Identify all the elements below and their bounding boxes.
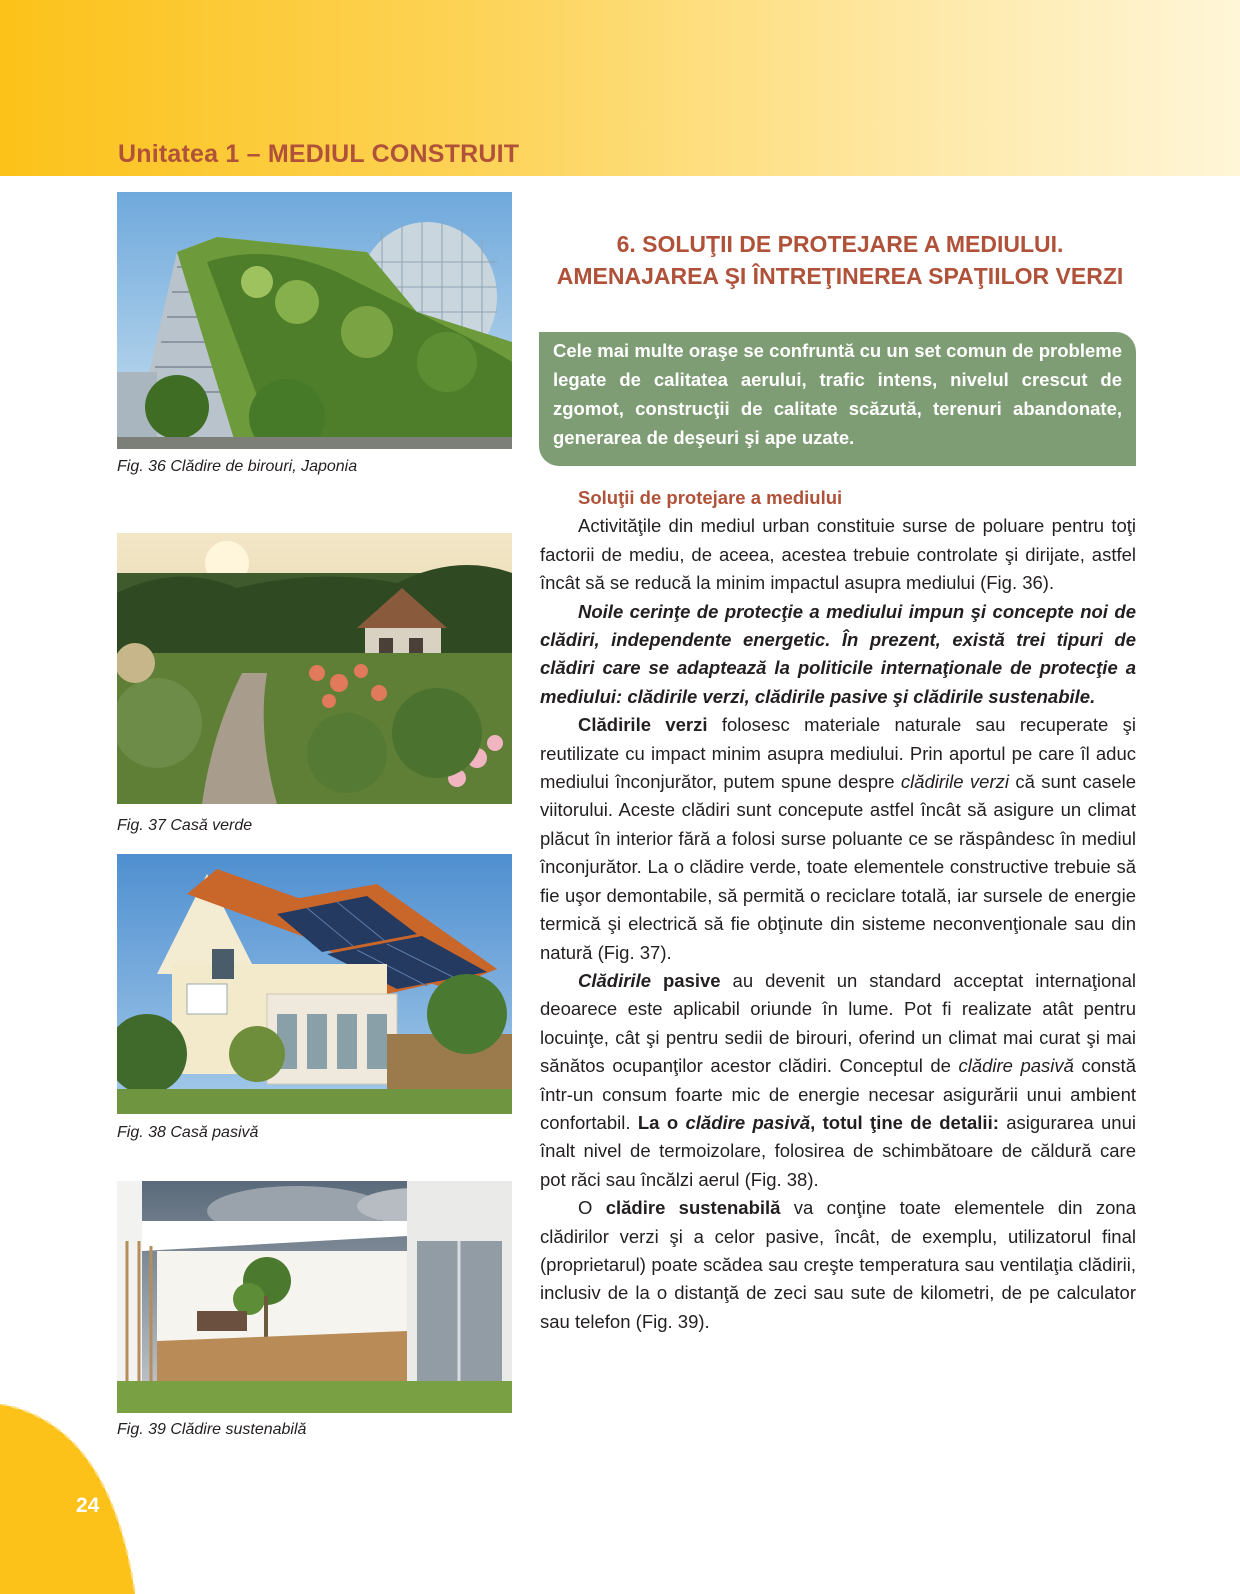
figure-36-image (117, 192, 512, 449)
paragraph-4-bold-italic: clădire pasivă (685, 1111, 811, 1133)
subheading: Soluţii de protejare a mediului (578, 487, 843, 508)
paragraph-5-text-b: va conţine toate elementele din zona clădirilor verzi şi a celor pasive, încât, de exemplu, utilizatorul final (proprietarul) poate scădea sau creşte temperatura sau ventilaţia clădirii, inclusiv de la o distanţă de zeci sau sute de kilometri, de pe calculator sau telefon (Fig. 39). (540, 1197, 1136, 1332)
page-number: 24 (76, 1494, 100, 1517)
intro-box: Cele mai multe oraşe se confruntă cu un set comun de probleme legate de calitatea aerului, trafic intens, nivelul crescut de zgomot, construcţii de calitate scăzută, terenuri abandonate, generarea de deşeuri şi ape uzate. (539, 332, 1136, 466)
paragraph-3-italic: clădirile verzi (900, 771, 1009, 793)
paragraph-5 (540, 1194, 1136, 1336)
paragraph-3-text-a: folosesc materiale naturale sau recuperate şi reutilizate cu impact minim asupra mediului. Prin aportul pe care îl aduc mediului înconjurător, putem spune despre (540, 714, 1137, 793)
term-sustainable-building: clădire sustenabilă (605, 1197, 781, 1219)
figure-39-caption: Fig. 39 Clădire sustenabilă (117, 1421, 307, 1438)
paragraph-4 (540, 967, 1136, 1194)
figure-37-image (117, 533, 512, 804)
paragraph-5-text-a: O (578, 1197, 606, 1219)
paragraph-3 (540, 711, 1136, 967)
paragraph-4-text-b: constă într-un consum foarte mic de energie necesar asigurării unui ambient confortabil. (540, 1055, 1136, 1133)
paragraph-4-text-c: asigurarea unui înalt nivel de termoizolare, folosirea de schimbătoare de căldură care pot răci sau încălzi aerul (Fig. 38). (540, 1111, 1136, 1190)
paragraph-4-text-a: au devenit un standard acceptat internaţional deoarece este aplicabil oriunde în lume. Pot fi realizate atât pentru locuinţe, cât şi pentru sedii de birouri, oferind un climat mai curat şi mai sănătos ocupanţilor acestor clădiri. Conceptul de (540, 969, 1136, 1077)
figure-37-caption: Fig. 37 Casă verde (117, 817, 253, 834)
paragraph-4-bold-2: , totul ţine de detalii: (810, 1111, 999, 1133)
section-title-line-1: 6. SOLUŢII DE PROTEJARE A MEDIULUI. (616, 231, 1064, 257)
paragraph-2: Noile cerinţe de protecţie a mediului impun şi concepte noi de clădiri, independente energetic. În prezent, există trei tipuri de clădiri care se adaptează la politicile internaţionale de protecţie a mediului: clădirile verzi, clădirile pasive şi clădirile sustenabile. (540, 600, 1136, 707)
term-passive-bold: pasive (651, 969, 721, 991)
section-title-line-2: AMENAJAREA ŞI ÎNTREŢINEREA SPAŢIILOR VERZI (556, 263, 1124, 289)
page-corner-decoration (0, 1404, 150, 1594)
figure-36-caption: Fig. 36 Clădire de birouri, Japonia (117, 458, 358, 475)
paragraph-4-bold-1: La o (637, 1111, 686, 1133)
paragraph-3-text-b: că sunt casele viitorului. Aceste clădiri sunt concepute astfel încât să asigure un climat plăcut în interior fără a folosi surse poluante ce se răspândesc în mediul înconjurător. La o clădire verde, toate elementele constructive trebuie să fie uşor demontabile, să permită o reciclare totală, iar sursele de energie termică şi electrică să fie obţinute din sisteme neconvenţionale sau din natură (Fig. 37). (540, 771, 1136, 963)
figure-39-image (117, 1181, 512, 1413)
figure-38-image (117, 854, 512, 1114)
body-text (540, 484, 1136, 1336)
figure-38-caption: Fig. 38 Casă pasivă (117, 1124, 259, 1141)
unit-title: Unitatea 1 – MEDIUL CONSTRUIT (118, 140, 520, 168)
paragraph-4-italic: clădire pasivă (958, 1055, 1074, 1077)
section-title (540, 228, 1140, 292)
term-green-buildings: Clădirile verzi (578, 714, 708, 736)
term-passive-italic: Clădirile (578, 969, 651, 991)
paragraph-1: Activităţile din mediul urban constituie surse de poluare pentru toţi factorii de mediu, de aceea, acestea trebuie controlate şi dirijate, astfel încât să se reducă la minim impactul asupra mediului (Fig. 36). (540, 515, 1136, 594)
